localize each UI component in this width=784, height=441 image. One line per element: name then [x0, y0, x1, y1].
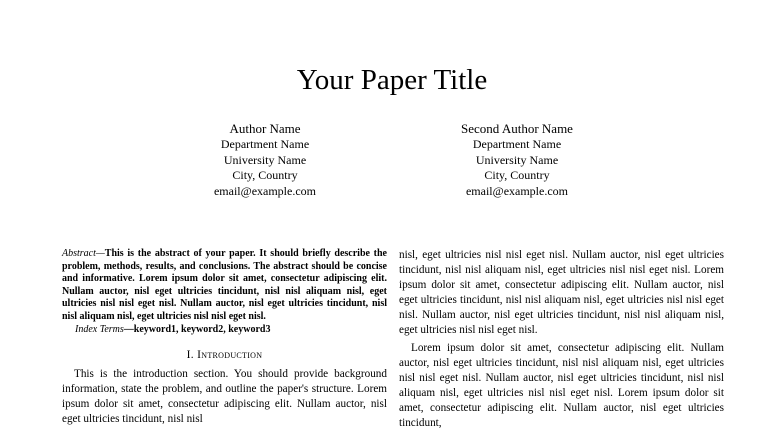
left-column [62, 248, 387, 427]
section-heading-introduction: I. Introduction [186, 349, 263, 362]
index-terms [62, 324, 387, 337]
body-paragraph: Lorem ipsum dolor sit amet, consectetur adipiscing elit. Nullam auctor, nisl eget ultricies tincidunt, nisl nisl aliquam nisl, eget ultricies nisl nisl eget nisl. Nullam auctor, nisl eget ultricies tincidunt, nisl nisl aliquam nisl, eget ultricies nisl nisl eget nisl. Lorem ipsum dolor sit amet, consectetur adipiscing elit. Nullam auctor, nisl eget ultricies tincidunt, [399, 342, 724, 429]
paper-title: Your Paper Title [296, 64, 488, 96]
index-terms-text: —keyword1, keyword2, keyword3 [123, 323, 271, 335]
author-block-1 [145, 121, 385, 199]
author-department: Department Name [472, 137, 562, 151]
index-terms-lead: Index Terms [75, 323, 124, 335]
author-department: Department Name [220, 137, 310, 151]
author-email: email@example.com [213, 183, 316, 198]
abstract-text: This is the abstract of your paper. It should briefly describe the problem, methods, results, and conclusions. The abstract should be concise and informative. Lorem ipsum dolor sit amet, consectetur adipiscing elit. Nullam auctor, nisl eget ultricies tincidunt, nisl nisl aliquam nisl, eget ultricies nisl nisl eget nisl. Nullam auctor, nisl eget ultricies tincidunt, nisl nisl aliquam nisl, eget ultricies nisl nisl eget nisl. [62, 248, 387, 322]
author-name: Second Author Name [461, 121, 573, 136]
intro-paragraph: This is the introduction section. You should provide background information, state the problem, and outline the paper's structure. Lorem ipsum dolor sit amet, consectetur adipiscing elit. Nullam auctor, nisl eget ultricies tincidunt, nisl nisl [62, 368, 387, 425]
right-column [399, 248, 724, 431]
author-name: Author Name [229, 121, 301, 136]
author-university: University Name [223, 152, 307, 167]
author-location: City, Country [484, 168, 550, 183]
author-email: email@example.com [465, 183, 568, 198]
author-location: City, Country [232, 168, 298, 183]
author-university: University Name [475, 152, 559, 167]
author-block-2 [397, 121, 637, 199]
abstract-lead: Abstract— [62, 248, 105, 259]
abstract [62, 248, 387, 324]
body-paragraph: nisl, eget ultricies nisl nisl eget nisl. Nullam auctor, nisl eget ultricies tincidunt, nisl nisl aliquam nisl, eget ultricies nisl nisl eget nisl. Lorem ipsum dolor sit amet, consectetur adipiscing elit. Nullam auctor, nisl eget ultricies tincidunt, nisl nisl aliquam nisl, eget ultricies nisl nisl eget nisl. Nullam auctor, nisl eget ultricies tincidunt, nisl nisl aliquam nisl, eget ultricies nisl nisl eget nisl. [399, 249, 724, 336]
